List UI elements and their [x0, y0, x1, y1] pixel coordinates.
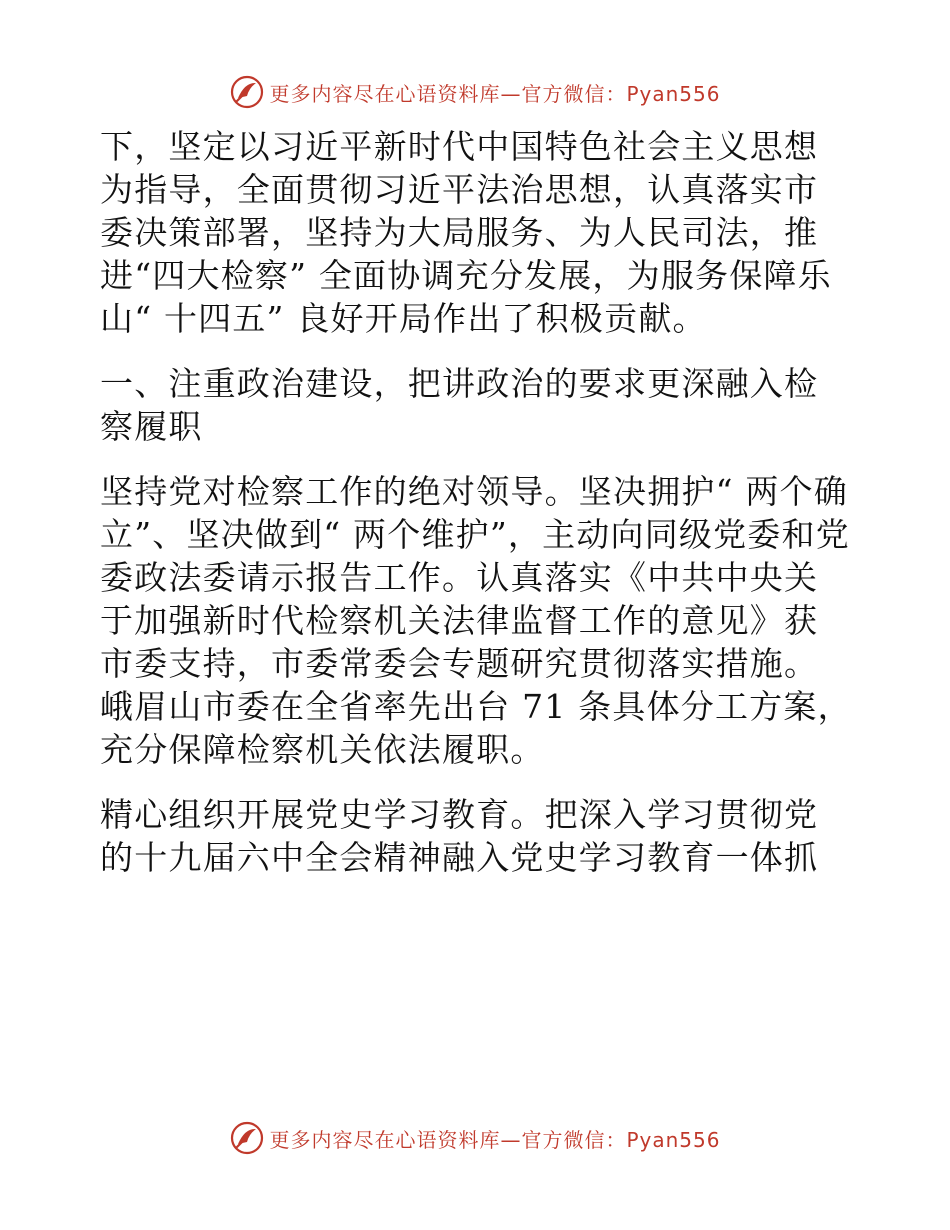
paragraph-party-history: 精心组织开展党史学习教育。把深入学习贯彻党的十九届六中全会精神融入党史学习教育一体抓	[100, 795, 819, 877]
footer-watermark	[0, 1118, 950, 1158]
watermark-text: 更多内容尽在心语资料库—官方微信：Pyan556	[269, 1127, 721, 1152]
document-body	[100, 125, 852, 879]
pen-nib-logo-icon	[229, 1120, 265, 1156]
section-heading: 一、注重政治建设，把讲政治的要求更深融入检察履职	[100, 364, 819, 446]
watermark-text: 更多内容尽在心语资料库—官方微信：Pyan556	[269, 81, 721, 106]
header-watermark	[0, 72, 950, 112]
pen-nib-logo-icon	[229, 74, 265, 110]
paragraph-intro: 下，坚定以习近平新时代中国特色社会主义思想为指导，全面贯彻习近平法治思想，认真落实市委决策部署，坚持为大局服务、为人民司法，推进“四大检察” 全面协调充分发展，为服务保障乐山“ 十四五” 良好开局作出了积极贡献。	[100, 127, 832, 338]
paragraph-party-leadership: 坚持党对检察工作的绝对领导。坚决拥护“ 两个确立”、坚决做到“ 两个维护”，主动向同级党委和党委政法委请示报告工作。认真落实《中共中央关于加强新时代检察机关法律监督工作的意见》获市委支持，市委常委会专题研究贯彻落实措施。峨眉山市委在全省率先出台 71 条具体分工方案，充分保障检察机关依法履职。	[100, 472, 852, 769]
